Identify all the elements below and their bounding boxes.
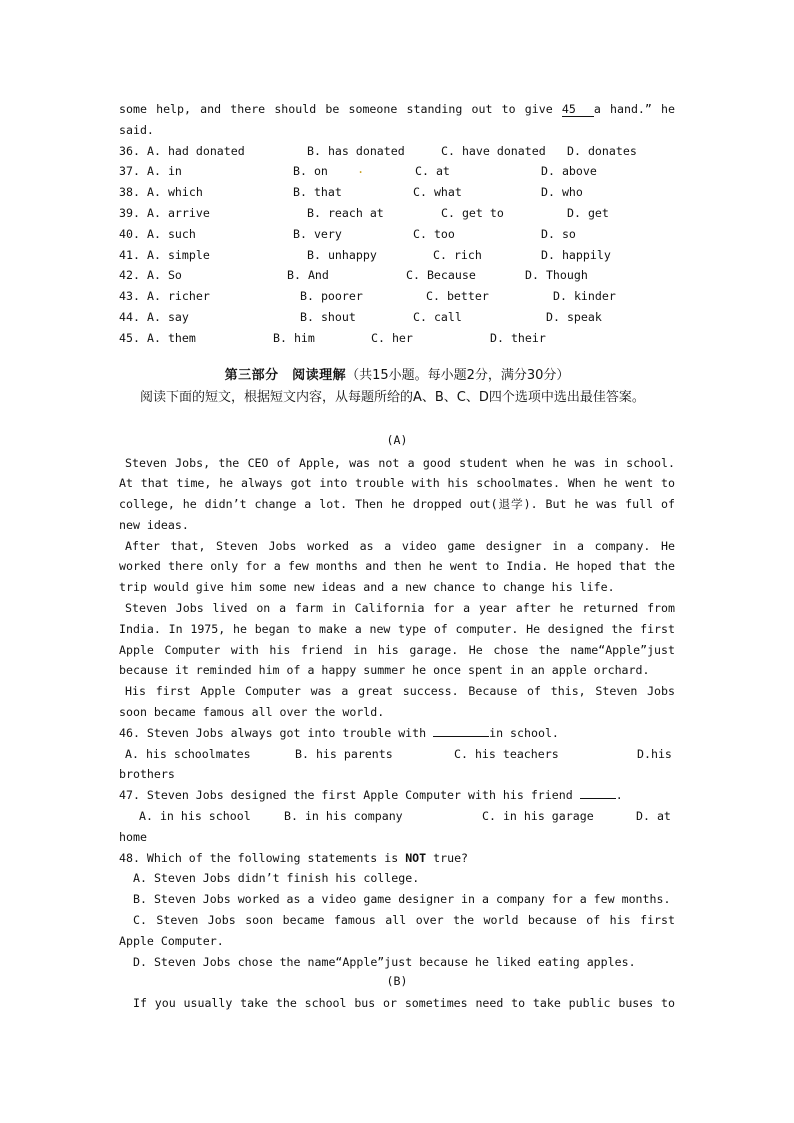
answer-blank (580, 786, 616, 799)
passage-a (119, 453, 675, 973)
section-title: 第三部分 阅读理解 (224, 368, 347, 383)
q48-stem-pre: 48. Which of the following statements is (119, 850, 399, 865)
option-d: D. above (541, 164, 597, 179)
option-b: B. unhappy (307, 247, 377, 262)
passage-a-label: (A) (386, 433, 408, 447)
option-a: A. them (147, 330, 196, 345)
option-row-42 (119, 265, 675, 286)
q48-option-d: D. Steven Jobs chose the name“Apple”just because he liked eating apples. (133, 954, 636, 969)
q48-stem-bold: NOT (405, 850, 427, 865)
option-c: C. call (413, 309, 462, 324)
passage-line: worked there only for a few months and then he went to India. He hoped that the (119, 559, 675, 574)
passage-line: After that, Steven Jobs worked as a video game designer in a company. He (125, 538, 675, 553)
q-num: 42. (119, 268, 140, 283)
option-d: D. Though (525, 268, 588, 283)
option-a: A. had donated (147, 143, 245, 158)
intro-text-1: some help, and there should be someone standing out to give (119, 102, 553, 116)
option-row-40 (119, 224, 675, 245)
option-row-36 (119, 141, 675, 162)
option-a: A. So (147, 268, 182, 283)
intro-text-2: a hand.” he (593, 102, 675, 116)
question-47-stem (119, 785, 675, 806)
option-row-37 (119, 161, 675, 182)
option-d: D. happily (541, 247, 611, 262)
stray-dot-mark: . (357, 162, 365, 177)
option-c: C. his teachers (454, 746, 559, 761)
option-d: D. donates (567, 143, 637, 158)
passage-line: At that time, he always got into trouble with his schoolmates. When he went to (119, 476, 675, 491)
passage-b (119, 993, 675, 1014)
intro-block (119, 99, 675, 141)
option-row-43 (119, 286, 675, 307)
passage-line: Steven Jobs lived on a farm in California for a year after he returned from (125, 601, 675, 616)
option-c: C. have donated (441, 143, 546, 158)
passage-line: India. In 1975, he began to make a new type of computer. He designed the first (119, 621, 675, 636)
question-47-wrap: home (119, 829, 147, 844)
q-num: 41. (119, 247, 140, 262)
q-num: 36. (119, 143, 140, 158)
option-d: D. speak (546, 309, 602, 324)
option-b: B. And (287, 268, 329, 283)
option-d: D. their (490, 330, 546, 345)
option-row-44 (119, 307, 675, 328)
option-a: A. which (147, 185, 203, 200)
q-num: 40. (119, 226, 140, 241)
option-b: B. very (293, 226, 342, 241)
q-num: 37. (119, 164, 140, 179)
section-subtitle: （共15小题。每小题2分，满分30分） (346, 368, 570, 383)
q48-stem-post: true? (433, 850, 469, 865)
q48-option-a: A. Steven Jobs didn’t finish his college. (133, 871, 420, 886)
passage-line: college, he didn’t change a lot. Then he dropped out(退学). But he was full of (119, 497, 675, 512)
option-d: D. so (541, 226, 576, 241)
q47-stem-end: . (615, 788, 623, 803)
section-heading (0, 366, 794, 386)
option-d: D. who (541, 185, 583, 200)
option-a: A. in (147, 164, 182, 179)
option-b: B. in his company (284, 809, 403, 824)
passage-b-label: (B) (386, 974, 408, 988)
q48-option-c-wrap: Apple Computer. (119, 933, 224, 948)
option-row-39 (119, 203, 675, 224)
option-b: B. his parents (295, 746, 393, 761)
passage-line: new ideas. (119, 517, 189, 532)
option-b: B. reach at (307, 205, 384, 220)
option-row-41 (119, 245, 675, 266)
option-d: D.his (637, 746, 672, 761)
passage-line: Apple Computer with his friend in his garage. He chose the name“Apple”just (119, 642, 675, 657)
q-num: 39. (119, 205, 140, 220)
option-c: C. better (426, 289, 489, 304)
option-row-45 (119, 328, 675, 349)
intro-line-2: said. (119, 122, 154, 137)
question-46-options (119, 744, 675, 765)
option-a: A. such (147, 226, 196, 241)
q48-option-c: C. Steven Jobs soon became famous all over the world because of his first (133, 913, 675, 928)
q-num: 45. (119, 330, 140, 345)
option-c: C. get to (441, 205, 504, 220)
option-row-38 (119, 182, 675, 203)
option-a: A. in his school (139, 809, 251, 824)
option-c: C. what (413, 185, 462, 200)
option-a: A. simple (147, 247, 210, 262)
passage-line: trip would give him some new ideas and a new chance to change his life. (119, 580, 615, 595)
passage-line: soon became famous all over the world. (119, 705, 385, 720)
question-48-stem (119, 848, 675, 869)
option-c: C. her (371, 330, 413, 345)
q46-stem-end: in school. (489, 725, 559, 740)
option-c: C. rich (433, 247, 482, 262)
option-b: B. has donated (307, 143, 405, 158)
section-instruction: 阅读下面的短文，根据短文内容，从每题所给的A、B、C、D四个选项中选出最佳答案。 (140, 390, 645, 405)
question-47-options (119, 806, 675, 827)
option-b: B. that (293, 185, 342, 200)
passage-line: because it reminded him of a happy summer he once spent in an apple orchard. (119, 663, 650, 678)
option-b: B. poorer (300, 289, 363, 304)
option-c: C. in his garage (482, 809, 594, 824)
q-num: 38. (119, 185, 140, 200)
q-num: 43. (119, 289, 140, 304)
q47-stem-text: 47. Steven Jobs designed the first Apple Computer with his friend (119, 788, 573, 803)
option-a: A. say (147, 309, 189, 324)
option-d: D. get (567, 205, 609, 220)
option-a: A. arrive (147, 205, 210, 220)
q46-stem-text: 46. Steven Jobs always got into trouble with (119, 725, 427, 740)
question-46-wrap: brothers (119, 767, 175, 782)
cloze-options (119, 141, 675, 349)
option-d: D. at (636, 809, 671, 824)
question-46-stem (119, 723, 675, 744)
option-c: C. at (415, 164, 450, 179)
intro-line-1 (119, 99, 675, 120)
option-a: A. richer (147, 289, 210, 304)
blank-45: 45 (562, 102, 594, 117)
option-d: D. kinder (553, 289, 616, 304)
option-b: B. shout (300, 309, 356, 324)
passage-line: His first Apple Computer was a great success. Because of this, Steven Jobs (125, 684, 675, 699)
passage-line: Steven Jobs, the CEO of Apple, was not a good student when he was in school. (125, 455, 675, 470)
q48-option-b: B. Steven Jobs worked as a video game designer in a company for a few months. (133, 892, 671, 907)
option-b: B. on (293, 164, 328, 179)
passage-line: If you usually take the school bus or sometimes need to take public buses to (133, 996, 675, 1010)
option-c: C. Because (406, 268, 476, 283)
q-num: 44. (119, 309, 140, 324)
option-c: C. too (413, 226, 455, 241)
option-b: B. him (273, 330, 315, 345)
answer-blank (433, 724, 489, 737)
option-a: A. his schoolmates (125, 746, 251, 761)
